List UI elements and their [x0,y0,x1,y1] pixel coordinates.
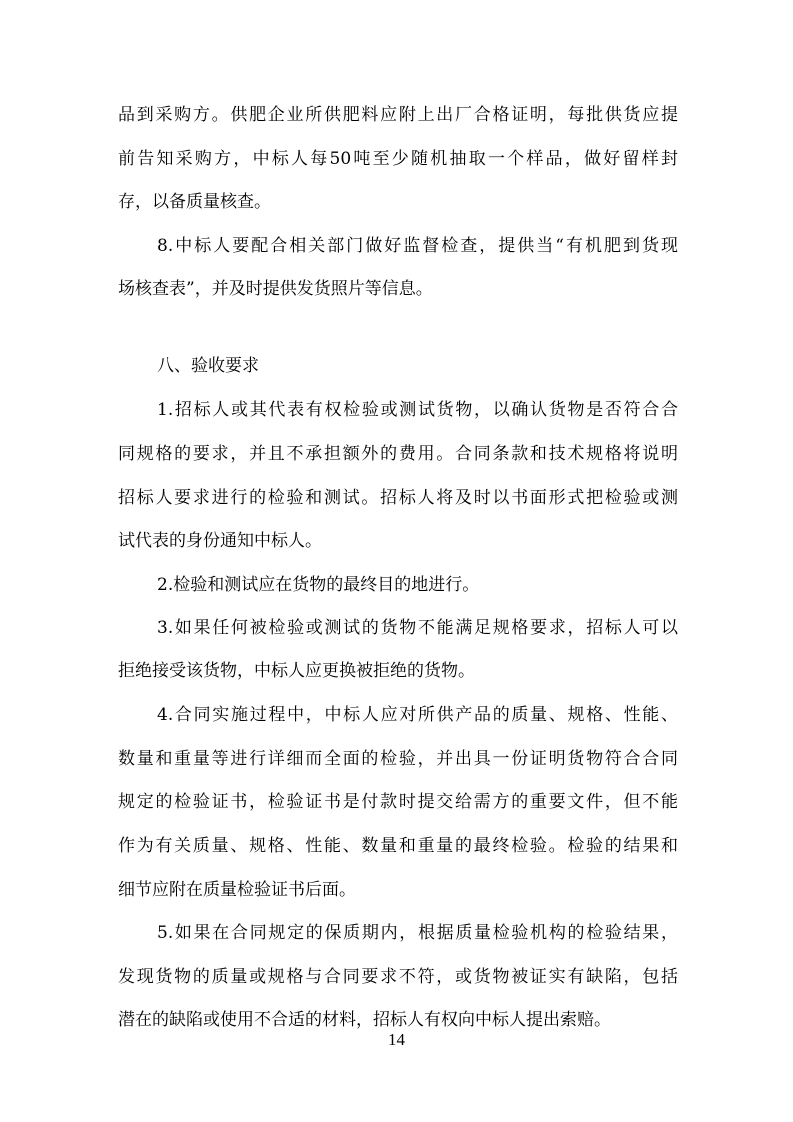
list-item-line: 招标人要求进行的检验和测试。招标人将及时以书面形式把检验或测 [118,488,678,508]
list-item-line: 潜在的缺陷或使用不合适的材料，招标人有权向中标人提出索赔。 [118,1010,611,1030]
list-item-line: 同规格的要求，并且不承担额外的费用。合同条款和技术规格将说明 [118,444,678,464]
list-item-line: 2.检验和测试应在货物的最终目的地进行。 [157,575,480,595]
list-item-line: 3.如果任何被检验或测试的货物不能满足规格要求，招标人可以 [157,618,678,638]
list-item-line: 5.如果在合同规定的保质期内，根据质量检验机构的检验结果， [157,923,678,943]
list-item-line: 发现货物的质量或规格与合同要求不符，或货物被证实有缺陷，包括 [118,967,678,987]
list-item-line: 规定的检验证书，检验证书是付款时提交给需方的重要文件，但不能 [118,792,678,812]
section-heading: 八、验收要求 [157,356,259,376]
list-item-line: 数量和重量等进行详细而全面的检验，并出具一份证明货物符合合同 [118,749,678,769]
list-item-line: 作为有关质量、规格、性能、数量和重量的最终检验。检验的结果和 [118,836,678,856]
paragraph-line: 前告知采购方，中标人每50吨至少随机抽取一个样品，做好留样封 [118,149,678,169]
list-item-line: 4.合同实施过程中，中标人应对所供产品的质量、规格、性能、 [157,705,678,725]
page-number: 14 [388,1030,405,1049]
paragraph-line: 8.中标人要配合相关部门做好监督检查，提供当“有机肥到货现 [157,236,678,256]
paragraph-line: 场核查表”，并及时提供发货照片等信息。 [118,279,433,299]
list-item-line: 1.招标人或其代表有权检验或测试货物，以确认货物是否符合合 [157,400,678,420]
list-item-line: 试代表的身份通知中标人。 [118,531,322,551]
list-item-line: 细节应附在质量检验证书后面。 [118,880,356,900]
paragraph-line: 品到采购方。供肥企业所供肥料应附上出厂合格证明，每批供货应提 [118,105,678,125]
list-item-line: 拒绝接受该货物，中标人应更换被拒绝的货物。 [118,661,475,681]
paragraph-line: 存，以备质量核查。 [118,192,271,212]
